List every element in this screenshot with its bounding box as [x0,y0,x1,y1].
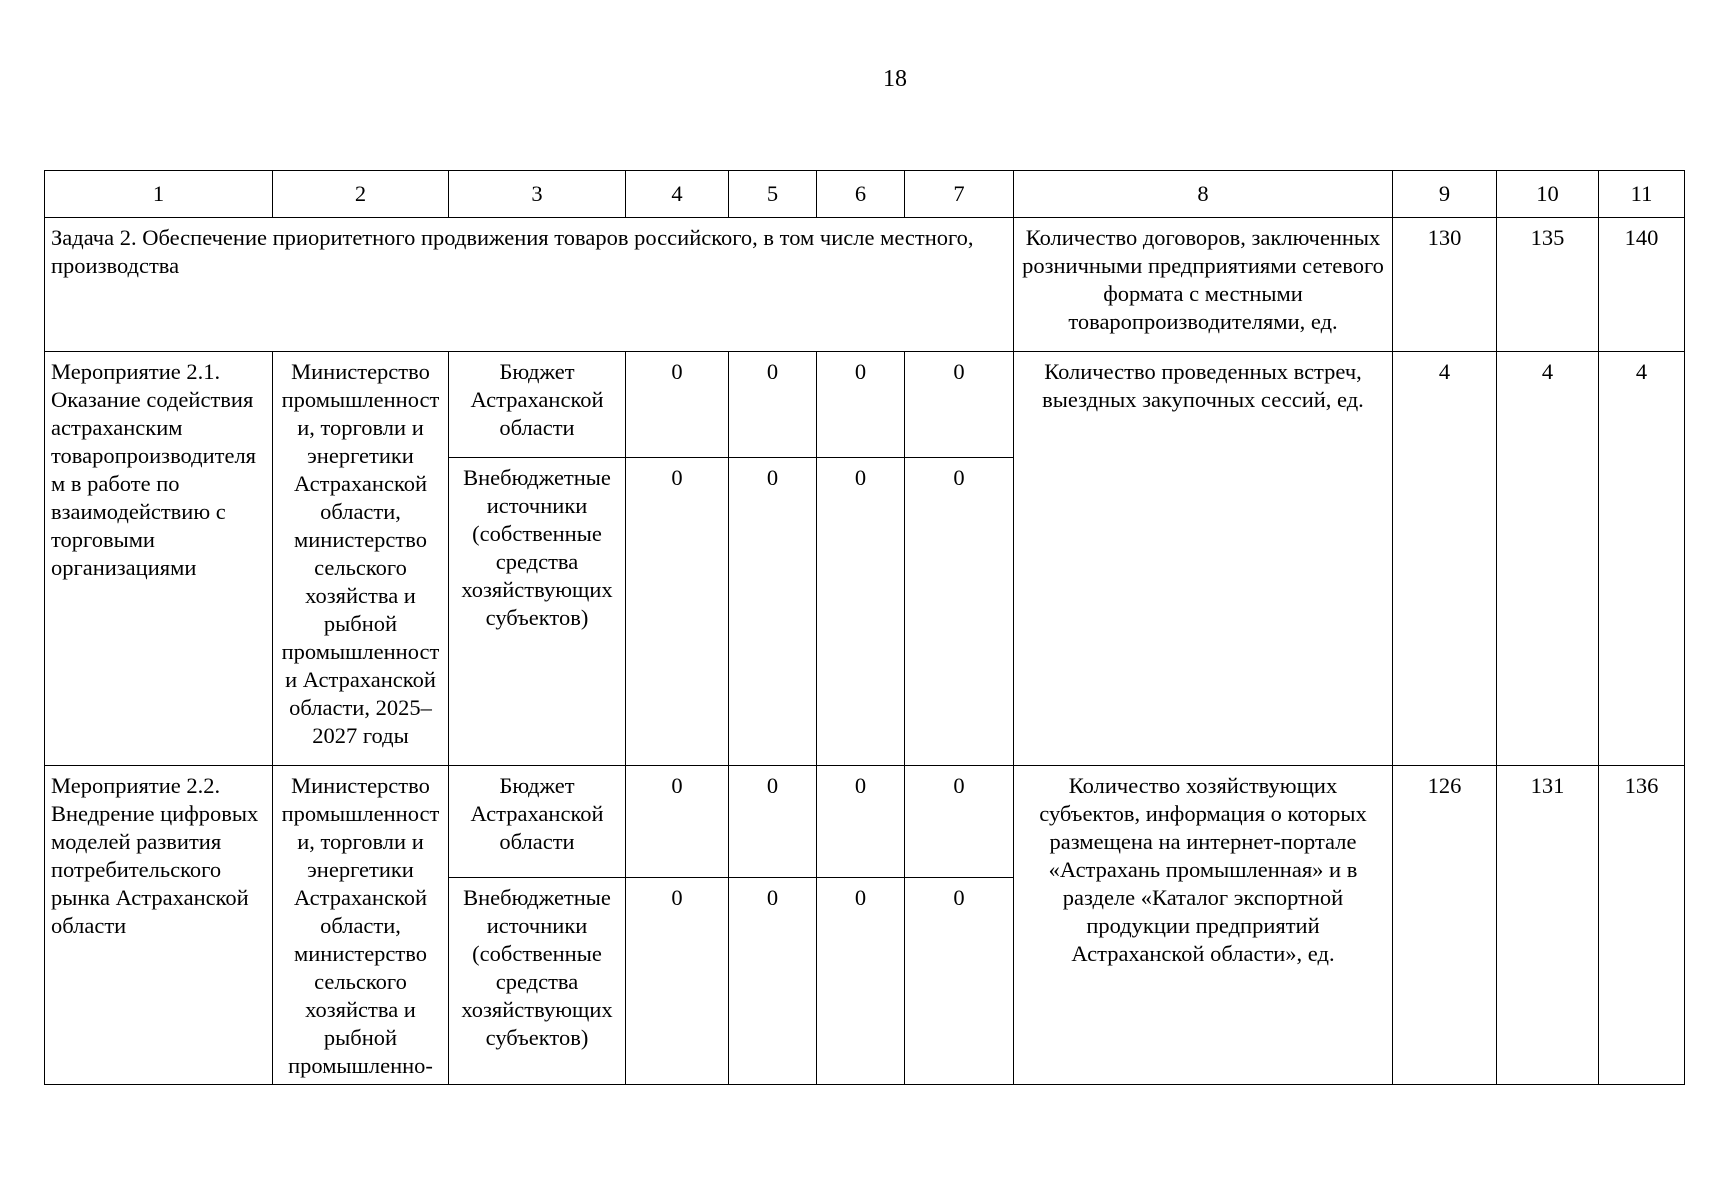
page-number: 18 [883,66,907,92]
column-header: 11 [1599,171,1685,218]
activity-target: 131 [1497,766,1599,1085]
program-table [44,170,1685,1085]
activity-indicator: Количество проведенных встреч, выездных закупочных сессий, ед. [1014,352,1393,766]
funding-value: 0 [729,766,817,878]
column-header: 3 [449,171,626,218]
funding-value: 0 [729,458,817,766]
funding-value: 0 [626,877,729,1084]
funding-value: 0 [729,877,817,1084]
column-header: 2 [273,171,449,218]
column-header: 1 [45,171,273,218]
funding-value: 0 [905,458,1014,766]
column-header: 5 [729,171,817,218]
task-row [45,218,1685,352]
task-value: 140 [1599,218,1685,352]
task-value: 135 [1497,218,1599,352]
funding-value: 0 [905,877,1014,1084]
funding-source: Внебюджетные источники (собственные средства хозяйствующих субъектов) [449,877,626,1084]
funding-source: Бюджет Астраханской области [449,352,626,458]
funding-value: 0 [817,352,905,458]
task-title: Задача 2. Обеспечение приоритетного продвижения товаров российского, в том числе местного, производства [45,218,1014,352]
task-indicator: Количество договоров, заключенных розничными предприятиями сетевого формата с местными товаропроизводителями, ед. [1014,218,1393,352]
column-header: 6 [817,171,905,218]
column-header: 7 [905,171,1014,218]
activity-name: Мероприятие 2.1. Оказание содействия астраханским товаропроизводителям в работе по взаимодействию с торговыми организациями [45,352,273,766]
funding-value: 0 [905,766,1014,878]
activity-target: 4 [1497,352,1599,766]
task-value: 130 [1393,218,1497,352]
funding-value: 0 [817,766,905,878]
funding-value: 0 [905,352,1014,458]
funding-source: Бюджет Астраханской области [449,766,626,878]
column-header: 4 [626,171,729,218]
funding-value: 0 [729,352,817,458]
activity-row [45,766,1685,878]
funding-value: 0 [626,766,729,878]
activity-executor: Министерство промышленности, торговли и энергетики Астраханской области, министерство сельского хозяйства и рыбной промышленности Астраханской области, 2025–2027 годы [273,352,449,766]
column-number-row [45,171,1685,218]
column-header: 9 [1393,171,1497,218]
column-header: 10 [1497,171,1599,218]
activity-target: 126 [1393,766,1497,1085]
funding-source: Внебюджетные источники (собственные средства хозяйствующих субъектов) [449,458,626,766]
column-header: 8 [1014,171,1393,218]
activity-row [45,352,1685,458]
activity-name: Мероприятие 2.2. Внедрение цифровых моделей развития потребительского рынка Астраханской области [45,766,273,1085]
activity-indicator: Количество хозяйствующих субъектов, информация о которых размещена на интернет-портале «Астрахань промышленная» и в разделе «Каталог экспортной продукции предприятий Астраханской области», ед. [1014,766,1393,1085]
activity-target: 4 [1393,352,1497,766]
funding-value: 0 [626,352,729,458]
activity-executor: Министерство промышленности, торговли и энергетики Астраханской области, министерство сельского хозяйства и рыбной промышленно- [273,766,449,1085]
activity-target: 136 [1599,766,1685,1085]
funding-value: 0 [817,458,905,766]
funding-value: 0 [626,458,729,766]
funding-value: 0 [817,877,905,1084]
activity-target: 4 [1599,352,1685,766]
